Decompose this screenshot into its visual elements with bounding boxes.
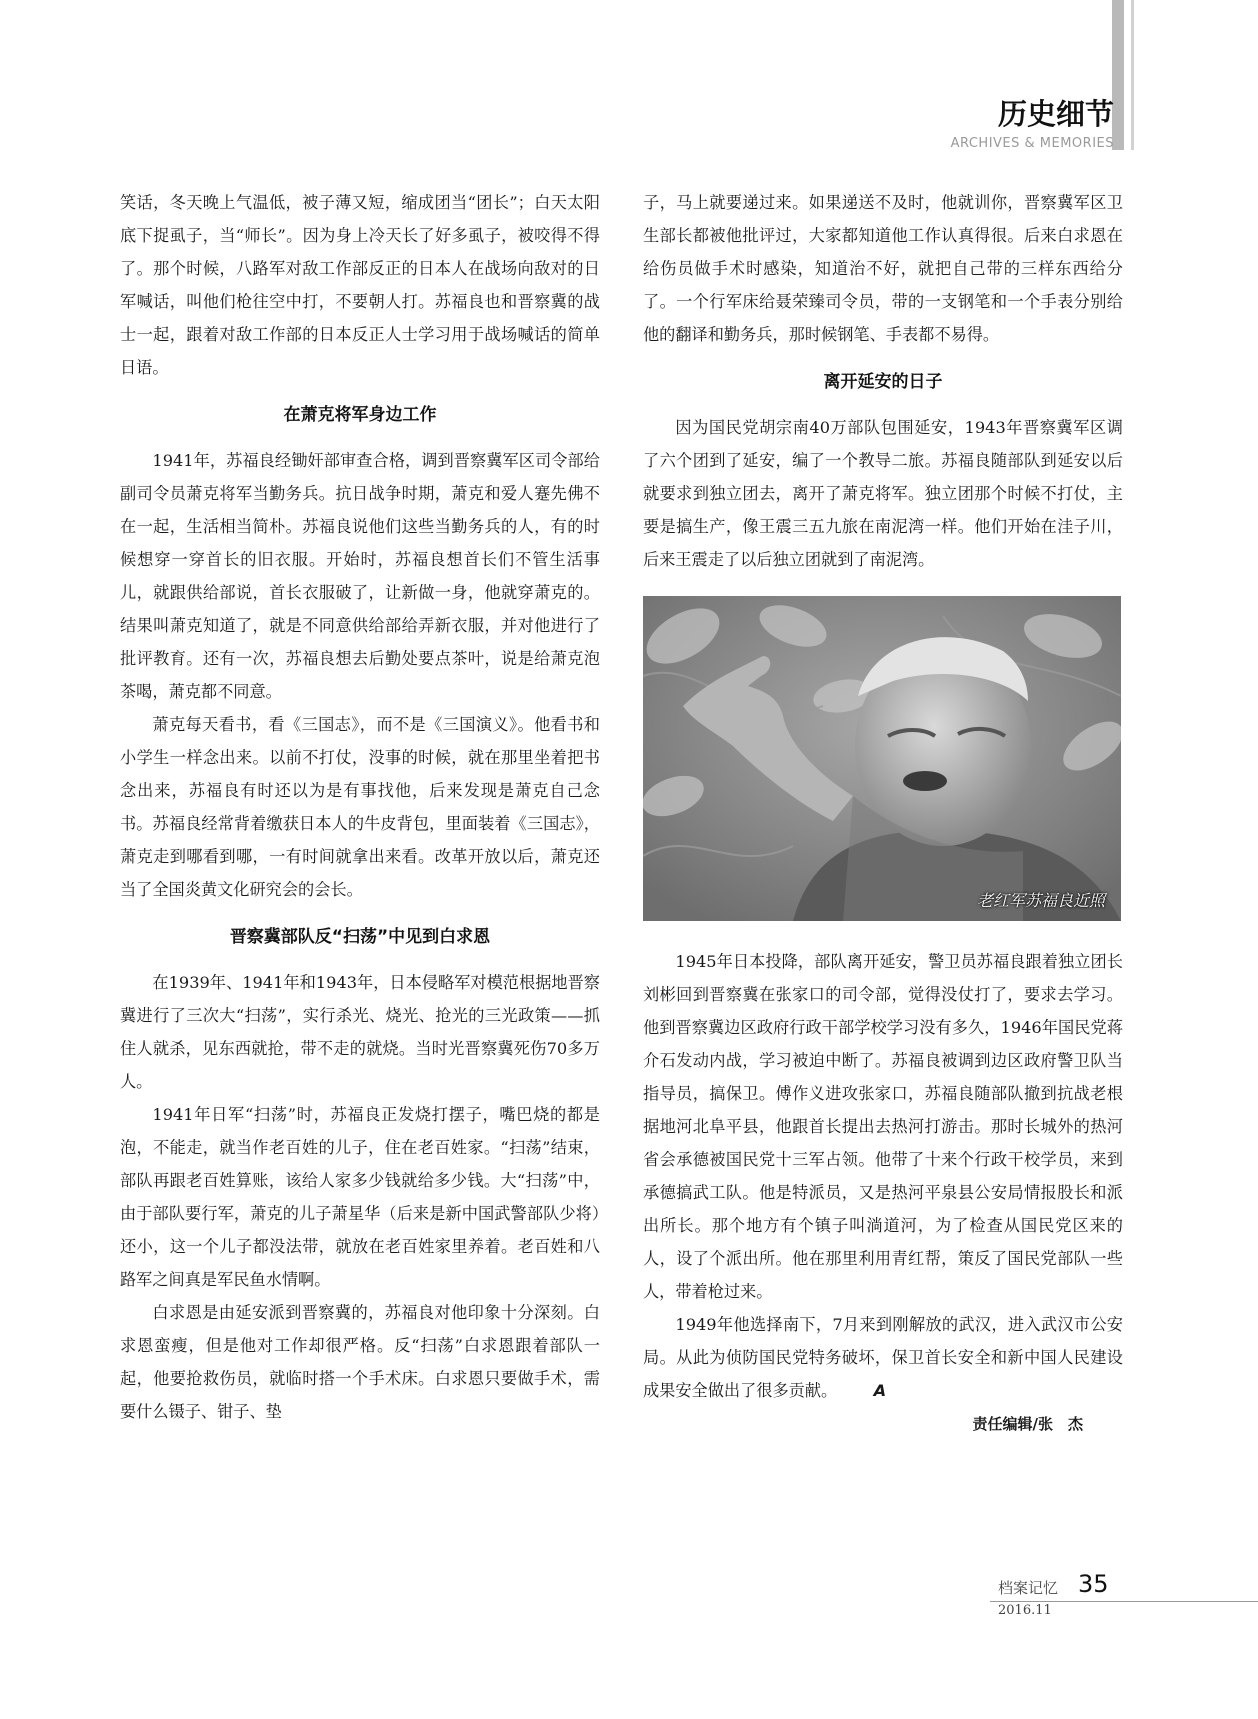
paragraph: 笑话，冬天晚上气温低，被子薄又短，缩成团当“团长”；白天太阳底下捉虱子，当“师长”。因为身上冷天长了好多虱子，被咬得不得了。那个时候，八路军对敌工作部反正的日本人在战场向敌对的日军喊话，叫他们枪往空中打，不要朝人打。苏福良也和晋察冀的战士一起，跟着对敌工作部的日本反正人士学习用于战场喊话的简单日语。 [120, 193, 600, 377]
page-edge-line [1131, 0, 1134, 150]
photo-caption: 老红军苏福良近照 [976, 891, 1105, 910]
section-header-title: 历史细节 [997, 97, 1114, 131]
magazine-name: 档案记忆 [998, 1579, 1059, 1597]
paragraph: 1945年日本投降，部队离开延安，警卫员苏福良跟着独立团长刘彬回到晋察冀在张家口的司令部，觉得没仗打了，要求去学习。他到晋察冀边区政府行政干部学校学习没有多久，1946年国民党蒋介石发动内战，学习被迫中断了。苏福良被调到边区政府警卫队当指导员，搞保卫。傅作义进攻张家口，苏福良随部队撤到抗战老根据地河北阜平县，他跟首长提出去热河打游击。那时长城外的热河省会承德被国民党十三军占领。他带了十来个行政干校学员，来到承德搞武工队。他是特派员，又是热河平泉县公安局情报股长和派出所长。那个地方有个镇子叫淌道河，为了检查从国民党区来的人，设了个派出所。他在那里利用青红帮，策反了国民党部队一些人，带着枪过来。 [643, 952, 1123, 1301]
paragraph: 萧克每天看书，看《三国志》，而不是《三国演义》。他看书和小学生一样念出来。以前不打仗，没事的时候，就在那里坐着把书念出来，苏福良有时还以为是有事找他，后来发现是萧克自己念书。苏福良经常背着缴获日本人的牛皮背包，里面装着《三国志》，萧克走到哪看到哪，一有时间就拿出来看。改革开放以后，萧克还当了全国炎黄文化研究会的会长。 [120, 715, 600, 899]
footer-divider [990, 1601, 1258, 1602]
paragraph: 白求恩是由延安派到晋察冀的，苏福良对他印象十分深刻。白求恩蛮瘦，但是他对工作却很严格。反“扫荡”白求恩跟着部队一起，他要抢救伤员，就临时搭一个手术床。白求恩只要做手术，需要什么镊子、钳子、垫 [120, 1303, 600, 1421]
left-column [120, 186, 600, 1428]
section-heading: 在萧克将军身边工作 [283, 405, 437, 425]
paragraph: 1941年日军“扫荡”时，苏福良正发烧打摆子，嘴巴烧的都是泡，不能走，就当作老百姓的儿子，住在老百姓家。“扫荡”结束，部队再跟老百姓算账，该给人家多少钱就给多少钱。大“扫荡”中，由于部队要行军，萧克的儿子萧星华（后来是新中国武警部队少将）还小，这一个儿子都没法带，就放在老百姓家里养着。老百姓和八路军之间真是军民鱼水情啊。 [120, 1105, 600, 1289]
section-heading: 离开延安的日子 [823, 372, 943, 392]
issue-date: 2016.11 [998, 1603, 1052, 1618]
paragraph: 因为国民党胡宗南40万部队包围延安，1943年晋察冀军区调了六个团到了延安，编了一个教导二旅。苏福良随部队到延安以后就要求到独立团去，离开了萧克将军。独立团那个时候不打仗，主要是搞生产，像王震三五九旅在南泥湾一样。他们开始在洼子川，后来王震走了以后独立团就到了南泥湾。 [643, 418, 1123, 569]
page-number: 35 [1078, 1570, 1109, 1598]
paragraph: 子，马上就要递过来。如果递送不及时，他就训你，晋察冀军区卫生部长都被他批评过，大家都知道他工作认真得很。后来白求恩在给伤员做手术时感染，知道治不好，就把自己带的三样东西给分了。一个行军床给聂荣臻司令员，带的一支钢笔和一个手表分别给他的翻译和勤务兵，那时候钢笔、手表都不易得。 [643, 193, 1123, 344]
photo-illustration [643, 596, 1121, 921]
right-column [643, 186, 1123, 1434]
paragraph: 在1939年、1941年和1943年，日本侵略军对模范根据地晋察冀进行了三次大“扫荡”，实行杀光、烧光、抢光的三光政策——抓住人就杀，见东西就抢，带不走的就烧。当时光晋察冀死伤70多万人。 [120, 973, 600, 1091]
paragraph [643, 1308, 1123, 1407]
section-heading: 晋察冀部队反“扫荡”中见到白求恩 [229, 927, 491, 947]
portrait-photo [643, 596, 1121, 921]
paragraph: 1941年，苏福良经锄奸部审查合格，调到晋察冀军区司令部给副司令员萧克将军当勤务兵。抗日战争时期，萧克和爱人蹇先佛不在一起，生活相当简朴。苏福良说他们这些当勤务兵的人，有的时候想穿一穿首长的旧衣服。开始时，苏福良想首长们不管生活事儿，就跟供给部说，首长衣服破了，让新做一身，他就穿萧克的。结果叫萧克知道了，就是不同意供给部给弄新衣服，并对他进行了批评教育。还有一次，苏福良想去后勤处要点茶叶，说是给萧克泡茶喝，萧克都不同意。 [120, 451, 600, 701]
end-mark-icon: A [873, 1381, 887, 1400]
section-header-subtitle: ARCHIVES & MEMORIES [950, 136, 1114, 151]
paragraph-text: 1949年他选择南下，7月来到刚解放的武汉，进入武汉市公安局。从此为侦防国民党特务破坏，保卫首长安全和新中国人民建设成果安全做出了很多贡献。 [643, 1315, 1123, 1400]
responsible-editor: 责任编辑/张 杰 [972, 1415, 1083, 1433]
